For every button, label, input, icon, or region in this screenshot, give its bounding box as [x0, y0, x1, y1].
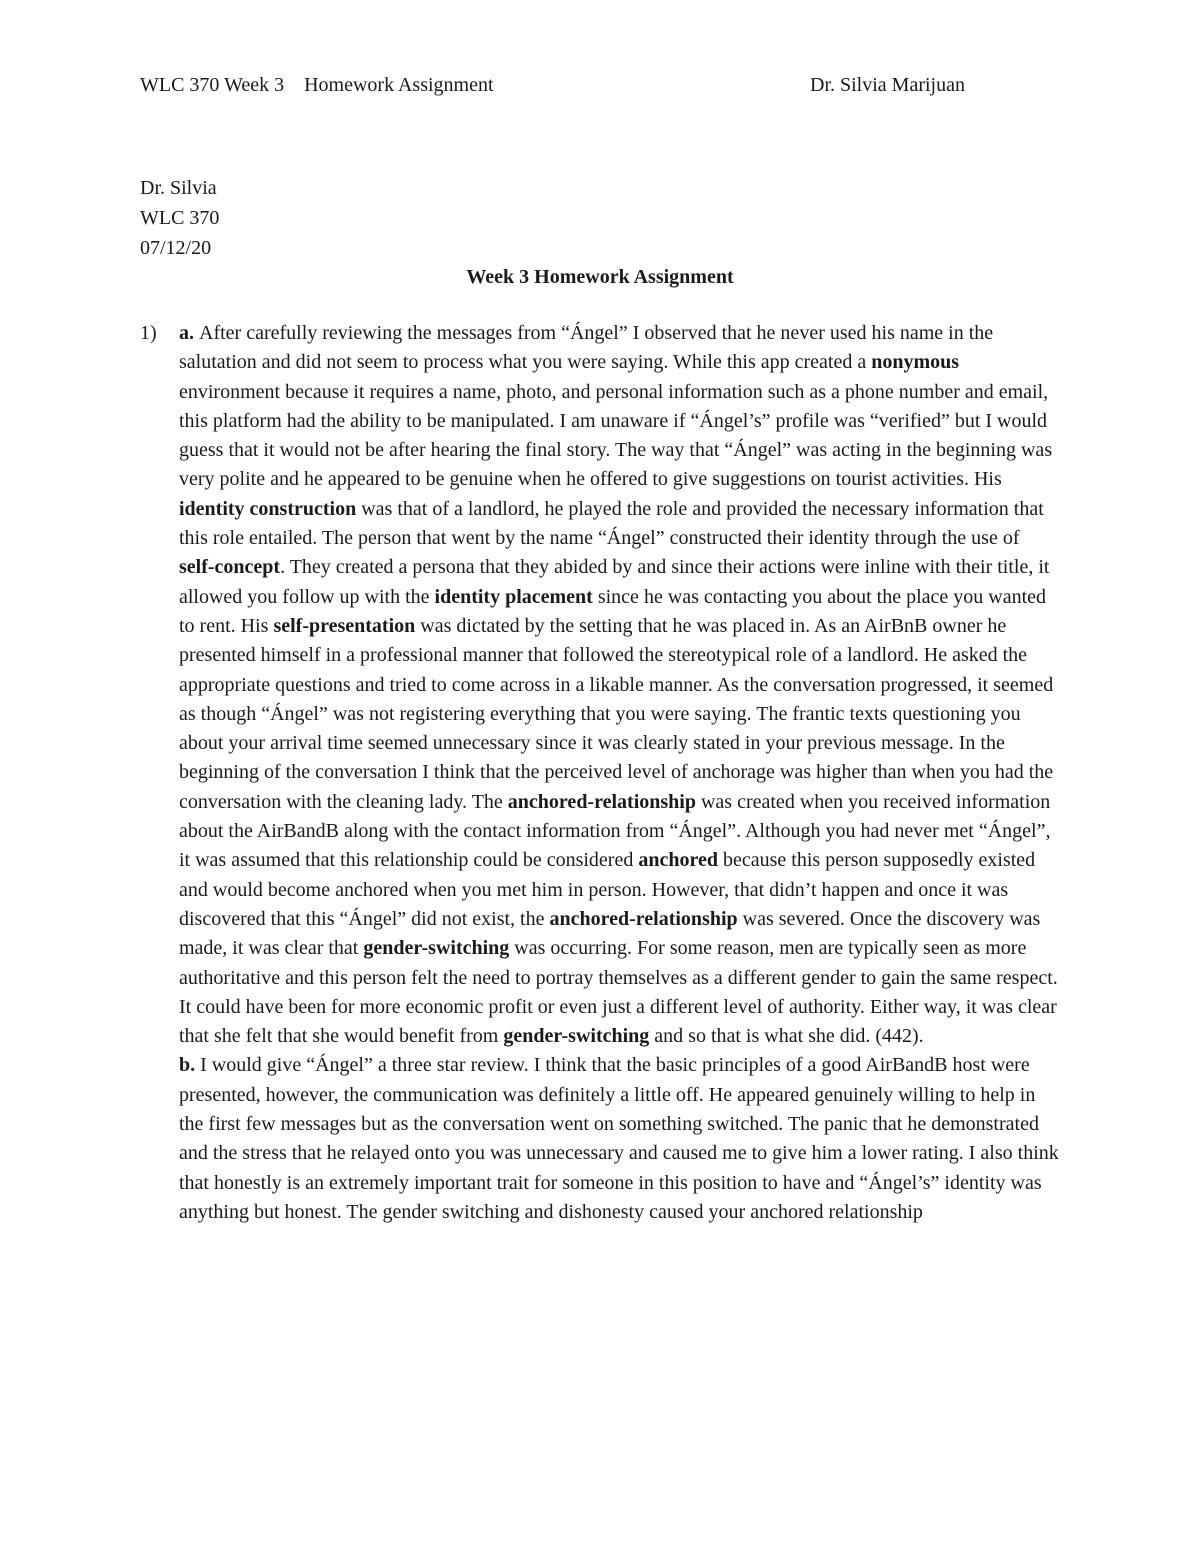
- bold-term: self-concept: [179, 556, 281, 579]
- bold-term: gender-switching: [503, 1025, 650, 1048]
- answer-text: was severed. Once the discovery was made, it was clear that: [179, 907, 1041, 960]
- answer-text: and so that is what she did. (442).: [649, 1025, 924, 1048]
- question-number: 1): [140, 322, 157, 344]
- bold-term: a.: [179, 322, 199, 344]
- bold-term: anchored-relationship: [549, 907, 738, 930]
- header-instructor: Dr. Silvia Marijuan: [810, 74, 965, 96]
- question-item: [140, 319, 1060, 1227]
- document-body: [140, 319, 1060, 1227]
- bold-term: identity placement: [434, 585, 593, 608]
- bold-term: b.: [179, 1054, 201, 1077]
- bold-term: anchored: [638, 849, 718, 872]
- answer-text: was dictated by the setting that he was placed in. As an AirBnB owner he presented himself in a professional manner that followed the stereotypical role of a landlord. He asked the appropriate questions and tried to come across in a likable manner. As the conversation progressed, it seemed as though “Ángel” was not registering everything that you were saying. The frantic texts questioning you about your arrival time seemed unnecessary since it was clearly stated in your previous message. In the beginning of the conversation I think that the perceived level of anchorage was higher than when you had the conversation with the cleaning lady. The: [179, 614, 1054, 813]
- page-header: [140, 74, 1000, 104]
- heading-block: [140, 173, 219, 263]
- answer-text: was created when you received information about the AirBandB along with the contact information from “Ángel”. Although you had never met “Ángel”, it was assumed that this relationship could be considered: [179, 790, 1051, 872]
- answer-body: [179, 319, 1060, 1227]
- answer-text: . They created a persona that they abided by and since their actions were inline with their title, it allowed you follow up with the: [179, 556, 1050, 608]
- course-code: WLC 370: [140, 207, 220, 229]
- answer-text: I would give “Ángel” a three star review. I think that the basic principles of a good AirBandB host were presented, however, the communication was definitely a little off. He appeared genuinely willing to help in the first few messages but as the conversation went on something switched. The panic that he demonstrated and the stress that he relayed onto you was unnecessary and caused me to give him a lower rating. I also think that honestly is an extremely important trait for someone in this position to have and “Ángel’s” identity was anything but honest. The gender switching and dishonesty caused your anchored relationship: [179, 1054, 1059, 1223]
- bold-term: self-presentation: [273, 614, 416, 637]
- answer-text: environment because it requires a name, photo, and personal information such as a phone number and email, this platform had the ability to be manipulated. I am unaware if “Ángel’s” profile was “verified” but I would guess that it would not be after hearing the final story. The way that “Ángel” was acting in the beginning was very polite and he appeared to be genuine when he offered to give suggestions on tourist activities. His: [179, 380, 1053, 491]
- answer-text: because this person supposedly existed and would become anchored when you met him in person. However, that didn’t happen and once it was discovered that this “Ángel” did not exist, the: [179, 849, 1036, 930]
- answer-part-a: [179, 319, 1060, 1051]
- answer-text: since he was contacting you about the place you wanted to rent. His: [179, 585, 1047, 637]
- assignment-date: 07/12/20: [140, 237, 212, 259]
- answer-text: After carefully reviewing the messages from “Ángel” I observed that he never used his name in the salutation and did not seem to process what you were saying. While this app created a: [179, 322, 994, 374]
- header-course-title: WLC 370 Week 3 Homework Assignment: [140, 74, 494, 96]
- answer-text: was occurring. For some reason, men are typically seen as more authoritative and this person felt the need to portray themselves as a different gender to gain the same respect. It could have been for more economic profit or even just a different level of authority. Either way, it was clear that she felt that she would benefit from: [179, 937, 1058, 1048]
- bold-term: anchored-relationship: [507, 790, 696, 813]
- bold-term: nonymous: [871, 351, 960, 374]
- instructor-name: Dr. Silvia: [140, 177, 217, 199]
- answer-text: was that of a landlord, he played the role and provided the necessary information that this role entailed. The person that went by the name “Ángel” constructed their identity through the use of: [179, 497, 1044, 550]
- document-title: Week 3 Homework Assignment: [466, 266, 734, 288]
- answer-part-b: [179, 1051, 1060, 1227]
- bold-term: identity construction: [179, 497, 357, 520]
- bold-term: gender-switching: [363, 937, 510, 960]
